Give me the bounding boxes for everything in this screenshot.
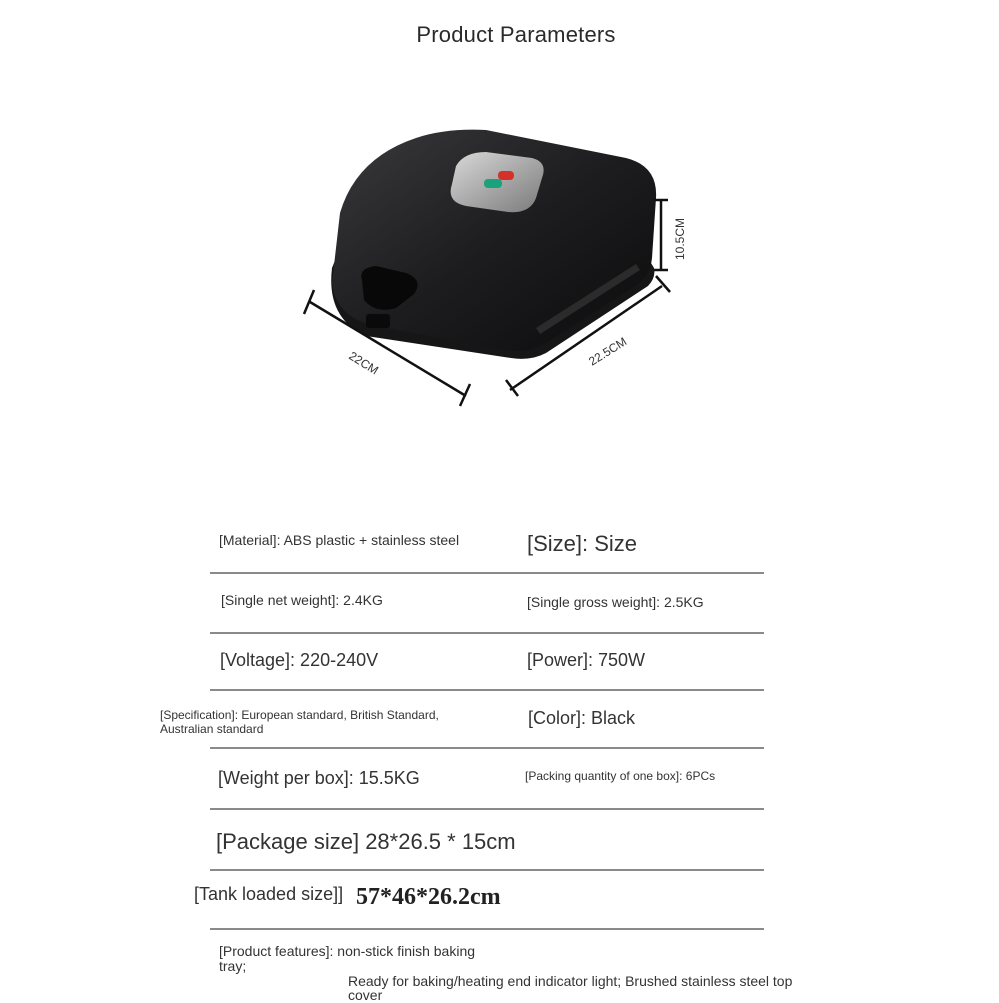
spec-features-line1: [Product features]: non-stick finish baking <box>219 943 476 959</box>
spec-voltage: [Voltage]: 220-240V <box>220 650 379 670</box>
indicator-light-green <box>484 179 502 188</box>
spec-features-line2: tray; <box>219 958 247 974</box>
spec-features-line4: cover <box>348 987 383 1003</box>
spec-specification-line1: [Specification]: European standard, British Standard, <box>160 708 439 722</box>
spec-features-line3: Ready for baking/heating end indicator light; Brushed stainless steel top <box>348 973 793 989</box>
row-divider <box>210 689 764 691</box>
spec-color: [Color]: Black <box>528 708 636 728</box>
dimension-height-line <box>654 200 668 270</box>
dimension-width-label: 22.5CM <box>586 334 630 369</box>
spec-specification-line2: Australian standard <box>160 722 264 736</box>
spec-tank-value: 57*46*26.2cm <box>356 884 501 910</box>
row-divider <box>210 632 764 634</box>
dimension-depth-label: 22CM <box>346 348 381 378</box>
spec-package-size: [Package size] 28*26.5 * 15cm <box>216 829 516 854</box>
spec-gross-weight: [Single gross weight]: 2.5KG <box>527 594 704 610</box>
product-illustration <box>296 118 696 418</box>
row-divider <box>210 928 764 930</box>
row-divider <box>210 572 764 574</box>
spec-material: [Material]: ABS plastic + stainless steel <box>219 532 460 548</box>
spec-net-weight: [Single net weight]: 2.4KG <box>221 592 383 608</box>
spec-tank-label: [Tank loaded size]] <box>194 884 344 904</box>
page-title: Product Parameters <box>416 22 616 47</box>
dimension-height-label: 10.5CM <box>673 217 687 260</box>
spec-packing-quantity: [Packing quantity of one box]: 6PCs <box>525 769 716 783</box>
spec-size: [Size]: Size <box>527 531 638 556</box>
row-divider <box>210 808 764 810</box>
row-divider <box>210 869 764 871</box>
spec-weight-per-box: [Weight per box]: 15.5KG <box>218 768 420 788</box>
spec-power: [Power]: 750W <box>527 650 646 670</box>
row-divider <box>210 747 764 749</box>
latch-clip <box>366 314 390 328</box>
indicator-light-red <box>498 171 514 180</box>
